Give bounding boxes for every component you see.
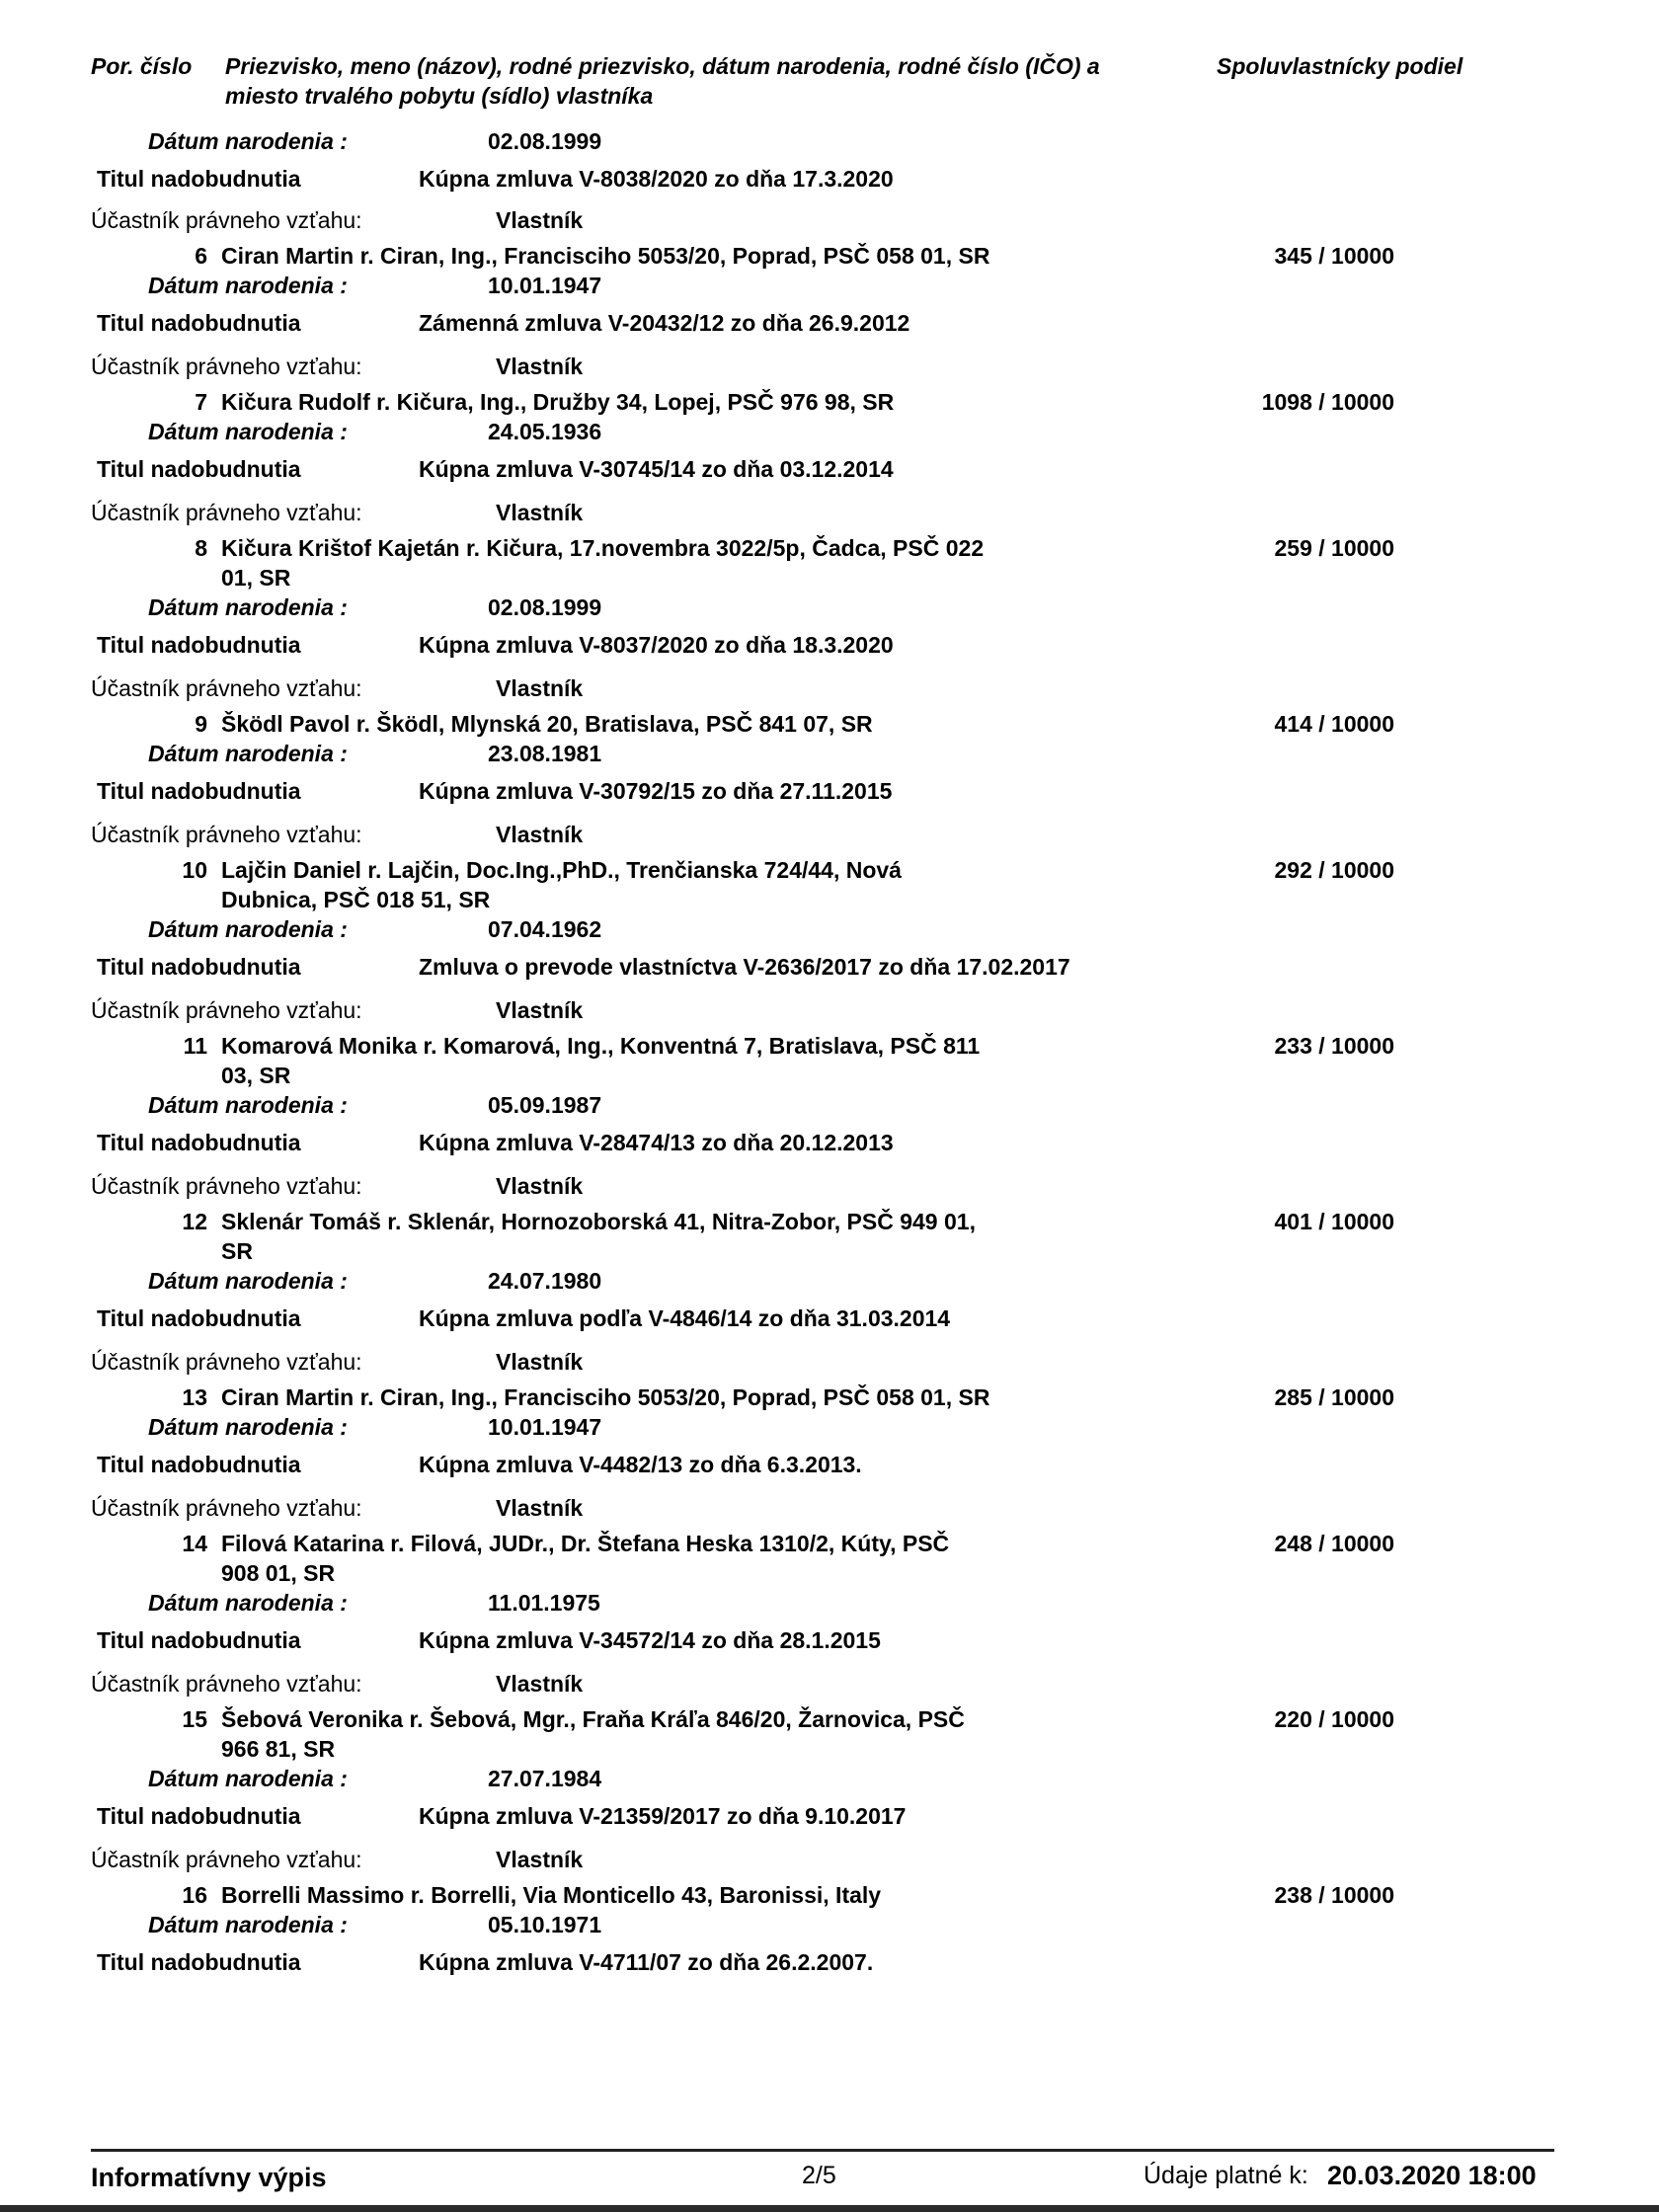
birth-date-value: 02.08.1999 (488, 594, 602, 620)
birth-date-label: Dátum narodenia : (148, 1590, 348, 1616)
entry-number: 9 (195, 711, 207, 737)
owner-name-address: Šködl Pavol r. Šködl, Mlynská 20, Bratislava, PSČ 841 07, SR (221, 711, 873, 737)
participant-role: Vlastník (496, 822, 584, 847)
ownership-share: 233 / 10000 (1274, 1033, 1394, 1059)
owner-name-address: Lajčin Daniel r. Lajčin, Doc.Ing.,PhD., Trenčianska 724/44, Nová (221, 857, 902, 883)
acquisition-title-label: Titul nadobudnutia (97, 1627, 301, 1653)
birth-date-label: Dátum narodenia : (148, 1268, 348, 1294)
birth-date-label: Dátum narodenia : (148, 594, 348, 620)
owner-name-address: Filová Katarina r. Filová, JUDr., Dr. Štefana Heska 1310/2, Kúty, PSČ (221, 1531, 950, 1556)
birth-date-label: Dátum narodenia : (148, 1766, 348, 1791)
birth-date-value: 05.09.1987 (488, 1092, 602, 1118)
acquisition-title-value: Kúpna zmluva V-34572/14 zo dňa 28.1.2015 (419, 1627, 881, 1653)
header-col-owner: Priezvisko, meno (názov), rodné priezvisko, dátum narodenia, rodné číslo (IČO) a (225, 53, 1100, 79)
participant-role: Vlastník (496, 1495, 584, 1521)
birth-date-label: Dátum narodenia : (148, 916, 348, 942)
birth-date-label: Dátum narodenia : (148, 1414, 348, 1440)
participant-role: Vlastník (496, 1173, 584, 1199)
participant-role: Vlastník (496, 997, 584, 1023)
ownership-share: 259 / 10000 (1274, 535, 1394, 561)
footer-valid-label: Údaje platné k: (1144, 2162, 1308, 2189)
entry-number: 15 (182, 1706, 207, 1732)
ownership-share: 292 / 10000 (1274, 857, 1394, 883)
acquisition-title-value: Kúpna zmluva V-30745/14 zo dňa 03.12.2014 (419, 456, 894, 482)
participant-label: Účastník právneho vzťahu: (91, 207, 362, 233)
acquisition-title-label: Titul nadobudnutia (97, 1130, 301, 1155)
acquisition-title-value: Kúpna zmluva V-28474/13 zo dňa 20.12.2013 (419, 1130, 894, 1155)
birth-date-label: Dátum narodenia : (148, 1092, 348, 1118)
acquisition-title-label: Titul nadobudnutia (97, 954, 301, 980)
ownership-share: 248 / 10000 (1274, 1531, 1394, 1556)
entry-number: 7 (195, 389, 207, 415)
ownership-share: 238 / 10000 (1274, 1882, 1394, 1908)
owner-name-address: Ciran Martin r. Ciran, Ing., Francisciho 5053/20, Poprad, PSČ 058 01, SR (221, 243, 990, 269)
participant-label: Účastník právneho vzťahu: (91, 675, 362, 701)
participant-role: Vlastník (496, 1671, 584, 1697)
owner-address-continued: Dubnica, PSČ 018 51, SR (221, 887, 491, 912)
birth-date-label: Dátum narodenia : (148, 741, 348, 766)
header-col-number: Por. číslo (91, 53, 193, 79)
participant-label: Účastník právneho vzťahu: (91, 500, 362, 525)
entry-number: 8 (195, 535, 207, 561)
birth-date-value: 24.05.1936 (488, 419, 602, 444)
header-col-owner-line2: miesto trvalého pobytu (sídlo) vlastníka (225, 83, 654, 109)
participant-label: Účastník právneho vzťahu: (91, 1671, 362, 1697)
owner-address-continued: 03, SR (221, 1063, 291, 1088)
acquisition-title-label: Titul nadobudnutia (97, 1803, 301, 1829)
participant-role: Vlastník (496, 1349, 584, 1375)
participant-label: Účastník právneho vzťahu: (91, 1173, 362, 1199)
owner-address-continued: 908 01, SR (221, 1560, 336, 1586)
birth-date-value: 07.04.1962 (488, 916, 602, 942)
owner-name-address: Kičura Krištof Kajetán r. Kičura, 17.novembra 3022/5p, Čadca, PSČ 022 (221, 535, 985, 561)
acquisition-title-value: Kúpna zmluva V-8037/2020 zo dňa 18.3.2020 (419, 632, 894, 658)
entry-number: 16 (182, 1882, 207, 1908)
birth-date-label: Dátum narodenia : (148, 419, 348, 444)
acquisition-title-label: Titul nadobudnutia (97, 1305, 301, 1331)
footer-divider (91, 2149, 1554, 2152)
birth-date-value: 11.01.1975 (488, 1590, 600, 1616)
owner-address-continued: SR (221, 1238, 253, 1264)
participant-role: Vlastník (496, 1847, 584, 1872)
participant-role: Vlastník (496, 675, 584, 701)
owner-name-address: Ciran Martin r. Ciran, Ing., Francisciho 5053/20, Poprad, PSČ 058 01, SR (221, 1384, 990, 1410)
entry-number: 14 (182, 1531, 207, 1556)
acquisition-title-value: Kúpna zmluva V-4711/07 zo dňa 26.2.2007. (419, 1949, 874, 1975)
participant-label: Účastník právneho vzťahu: (91, 997, 362, 1023)
ownership-share: 285 / 10000 (1274, 1384, 1394, 1410)
birth-date-value: 10.01.1947 (488, 273, 602, 298)
owner-name-address: Komarová Monika r. Komarová, Ing., Konventná 7, Bratislava, PSČ 811 (221, 1033, 981, 1059)
participant-role: Vlastník (496, 207, 584, 233)
owner-name-address: Šebová Veronika r. Šebová, Mgr., Fraňa Kráľa 846/20, Žarnovica, PSČ (221, 1706, 965, 1732)
participant-label: Účastník právneho vzťahu: (91, 1495, 362, 1521)
footer-valid-date: 20.03.2020 18:00 (1327, 2161, 1537, 2190)
acquisition-title-label: Titul nadobudnutia (97, 632, 301, 658)
owner-name-address: Borrelli Massimo r. Borrelli, Via Monticello 43, Baronissi, Italy (221, 1882, 882, 1908)
entry-number: 11 (183, 1033, 207, 1059)
entry-number: 12 (182, 1209, 207, 1234)
ownership-share: 220 / 10000 (1274, 1706, 1394, 1732)
entry-number: 10 (182, 857, 207, 883)
birth-date-value: 24.07.1980 (488, 1268, 602, 1294)
participant-role: Vlastník (496, 500, 584, 525)
birth-date-value: 02.08.1999 (488, 128, 602, 154)
acquisition-title-label: Titul nadobudnutia (97, 1949, 301, 1975)
acquisition-title-label: Titul nadobudnutia (97, 310, 301, 336)
participant-label: Účastník právneho vzťahu: (91, 354, 362, 379)
acquisition-title-label: Titul nadobudnutia (97, 166, 301, 192)
acquisition-title-value: Kúpna zmluva V-4482/13 zo dňa 6.3.2013. (419, 1452, 862, 1477)
owner-name-address: Sklenár Tomáš r. Sklenár, Hornozoborská 41, Nitra-Zobor, PSČ 949 01, (221, 1209, 976, 1234)
acquisition-title-value: Kúpna zmluva V-21359/2017 zo dňa 9.10.2017 (419, 1803, 907, 1829)
ownership-share: 414 / 10000 (1274, 711, 1394, 737)
owner-address-continued: 01, SR (221, 565, 291, 591)
owner-name-address: Kičura Rudolf r. Kičura, Ing., Družby 34, Lopej, PSČ 976 98, SR (221, 389, 895, 415)
ownership-share: 1098 / 10000 (1261, 389, 1394, 415)
acquisition-title-value: Zmluva o prevode vlastníctva V-2636/2017 zo dňa 17.02.2017 (419, 954, 1070, 980)
acquisition-title-value: Kúpna zmluva V-8038/2020 zo dňa 17.3.2020 (419, 166, 894, 192)
participant-label: Účastník právneho vzťahu: (91, 1847, 362, 1872)
participant-role: Vlastník (496, 354, 584, 379)
page-bottom-edge (0, 2205, 1659, 2212)
birth-date-value: 05.10.1971 (488, 1912, 602, 1937)
entry-number: 13 (182, 1384, 207, 1410)
acquisition-title-label: Titul nadobudnutia (97, 1452, 301, 1477)
header-col-share: Spoluvlastnícky podiel (1217, 53, 1463, 79)
birth-date-label: Dátum narodenia : (148, 1912, 348, 1937)
participant-label: Účastník právneho vzťahu: (91, 1349, 362, 1375)
entry-number: 6 (195, 243, 207, 269)
footer-page-number: 2/5 (802, 2162, 836, 2189)
acquisition-title-label: Titul nadobudnutia (97, 778, 301, 804)
footer-document-type: Informatívny výpis (91, 2163, 327, 2192)
birth-date-value: 10.01.1947 (488, 1414, 602, 1440)
birth-date-value: 23.08.1981 (488, 741, 602, 766)
participant-label: Účastník právneho vzťahu: (91, 822, 362, 847)
owner-address-continued: 966 81, SR (221, 1736, 336, 1762)
acquisition-title-value: Kúpna zmluva podľa V-4846/14 zo dňa 31.03.2014 (419, 1305, 951, 1331)
birth-date-value: 27.07.1984 (488, 1766, 602, 1791)
ownership-share: 401 / 10000 (1274, 1209, 1394, 1234)
ownership-share: 345 / 10000 (1274, 243, 1394, 269)
birth-date-label: Dátum narodenia : (148, 273, 348, 298)
acquisition-title-value: Zámenná zmluva V-20432/12 zo dňa 26.9.2012 (419, 310, 910, 336)
acquisition-title-label: Titul nadobudnutia (97, 456, 301, 482)
acquisition-title-value: Kúpna zmluva V-30792/15 zo dňa 27.11.2015 (419, 778, 893, 804)
birth-date-label: Dátum narodenia : (148, 128, 348, 154)
